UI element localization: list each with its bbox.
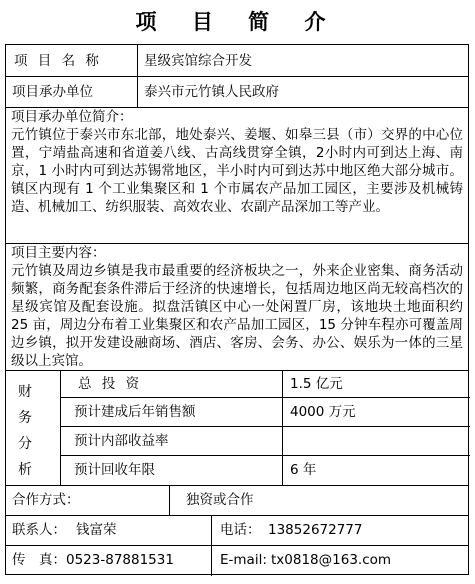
project-name-label: 项 目 名 称 [14,53,102,69]
row-divider [6,545,468,546]
financial-section-char: 析 [18,462,32,478]
contact-name: 钱富荣 [76,522,117,538]
financial-row-label: 总 投 资 [78,376,143,392]
row-divider [60,455,470,456]
email-value: tx0818@163.com [271,552,392,568]
financial-section-char: 务 [18,410,32,426]
row-divider [6,370,468,371]
financial-section-char: 分 [18,436,32,452]
row-divider [6,76,468,77]
row-divider [6,485,468,486]
column-divider [60,370,61,485]
email-label: E-mail: [220,552,267,568]
project-content-label: 项目主要内容： [11,245,106,261]
financial-section-char: 财 [18,384,32,400]
financial-row-label: 预计建成后年销售额 [74,404,196,420]
financial-row-value: 1.5 亿元 [290,376,343,392]
column-divider [137,45,138,107]
financial-row-value: 6 年 [290,462,317,478]
fax-value: 0523-87881531 [66,552,174,568]
phone-label: 电话： [220,522,261,538]
project-content-text: 元竹镇及周边乡镇是我市最重要的经济板块之一，外来企业密集、商务活动频繁，商务配套条件滞后于经济的快速增长，包括周边地区尚无较高档次的星级宾馆及配套设施。拟盘活镇区中心一处闲置厂房，该地块土地面积约 25 亩，周边分布着工业集聚区和农产品加工园区，15 分钟车程亦可覆盖周边乡镇，拟开发建设融商场、酒店、客房、会务、办公、娱乐为一体的三星级以上宾馆。 [11,263,463,369]
row-divider [60,397,470,398]
phone-value: 13852672777 [268,522,363,538]
row-divider [60,426,470,427]
cooperation-label: 合作方式： [12,492,80,508]
column-divider [211,515,212,576]
column-divider [169,485,170,515]
column-divider [282,370,283,485]
undertaker-label: 项目承办单位 [12,84,93,100]
project-name-value: 星级宾馆综合开发 [144,53,252,69]
financial-row-label: 预计内部收益率 [74,433,169,449]
financial-row-value: 4000 万元 [290,404,356,420]
undertaker-intro-label: 项目承办单位简介： [11,109,133,125]
undertaker-value: 泰兴市元竹镇人民政府 [144,84,279,100]
row-divider [6,515,468,516]
contact-label: 联系人： [12,522,66,538]
project-table [5,44,469,575]
financial-row-label: 预计回收年限 [74,462,155,478]
fax-label: 传 真： [12,552,66,568]
page-title: 项 目 简 介 [135,9,340,34]
undertaker-intro-text: 元竹镇位于泰兴市东北部，地处泰兴、姜堰、如皋三县（市）交界的中心位置，宁靖盐高速和省道姜八线、古高线贯穿全镇，2小时内可到达上海、南京，1 小时内可到达苏锡常地区，半小时内可到达苏中地区绝大部分城市。镇区内现有 1 个工业集聚区和 1 个市属农产品加工园区，主要涉及机械铸造、机械加工、纺织服装、高效农业、农副产品深加工等产业。 [11,127,463,215]
cooperation-value: 独资或合作 [186,492,254,508]
